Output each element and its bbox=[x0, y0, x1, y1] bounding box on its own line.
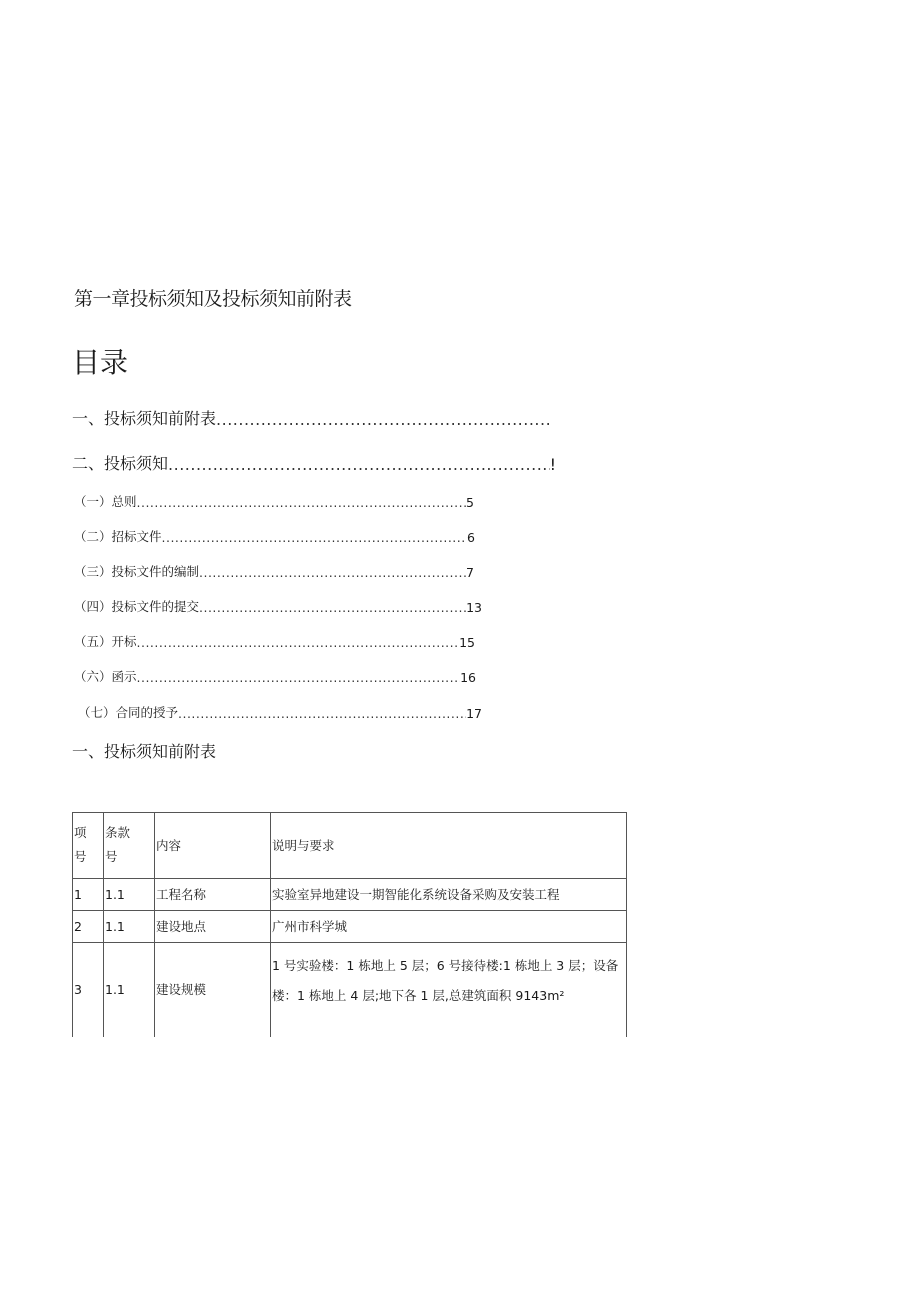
cell-item: 工程名称 bbox=[155, 879, 271, 911]
toc-entry-sub[interactable] bbox=[74, 597, 482, 615]
toc-entry-sub[interactable] bbox=[78, 703, 482, 721]
cell-no: 3 bbox=[73, 943, 104, 1037]
toc-entry-label: （四）投标文件的提交 bbox=[74, 599, 200, 614]
toc-entry-page: 7 bbox=[466, 565, 474, 580]
requirements-table bbox=[72, 812, 627, 1037]
toc-entry-label: 一、投标须知前附表 bbox=[72, 409, 217, 428]
toc-leader-dots bbox=[199, 565, 466, 580]
toc-leader-dots bbox=[137, 495, 467, 510]
cell-item: 建设规模 bbox=[155, 943, 271, 1037]
toc-entry-main[interactable] bbox=[72, 405, 552, 429]
toc-entry-label: （七）合同的授予 bbox=[78, 705, 179, 720]
cell-desc: 广州市科学城 bbox=[271, 911, 627, 943]
table-header-row bbox=[73, 813, 627, 879]
cell-item: 建设地点 bbox=[155, 911, 271, 943]
toc-entry-page: 6 bbox=[467, 530, 475, 545]
toc-leader-dots bbox=[178, 706, 466, 721]
header-text: 条款 bbox=[105, 825, 131, 840]
toc-entry-label: （一）总则 bbox=[74, 494, 137, 509]
header-text: 号 bbox=[74, 849, 87, 864]
toc-entry-page: 15 bbox=[459, 635, 475, 650]
toc-leader-dots bbox=[137, 635, 460, 650]
cell-clause: 1.1 bbox=[104, 879, 155, 911]
table-row bbox=[73, 943, 627, 1037]
toc-entry-sub[interactable] bbox=[74, 632, 475, 650]
cell-no: 1 bbox=[73, 879, 104, 911]
toc-entry-sub[interactable] bbox=[74, 492, 474, 510]
toc-leader-dots bbox=[199, 600, 466, 615]
cell-clause: 1.1 bbox=[104, 911, 155, 943]
table-row bbox=[73, 911, 627, 943]
cell-desc bbox=[271, 943, 627, 1037]
toc-entry-sub[interactable] bbox=[74, 562, 474, 580]
toc-entry-page: 5 bbox=[466, 495, 474, 510]
cell-desc: 实验室异地建设一期智能化系统设备采购及安装工程 bbox=[271, 879, 627, 911]
cell-desc-line: 楼：1 栋地上 4 层;地下各 1 层,总建筑面积 9143m² bbox=[272, 988, 565, 1003]
cell-clause: 1.1 bbox=[104, 943, 155, 1037]
toc-entry-page: ! bbox=[549, 455, 556, 474]
toc-entry-label: （五）开标 bbox=[74, 634, 137, 649]
toc-entry-page: 13 bbox=[466, 600, 482, 615]
header-cell-no bbox=[73, 813, 104, 879]
toc-leader-dots bbox=[162, 530, 468, 545]
header-text: 号 bbox=[105, 849, 118, 864]
chapter-title: 第一章投标须知及投标须知前附表 bbox=[74, 288, 352, 310]
toc-title: 目录 bbox=[72, 346, 129, 379]
toc-entry-main[interactable] bbox=[72, 450, 556, 474]
toc-entry-page: 17 bbox=[466, 706, 482, 721]
toc-entry-label: （六）函示 bbox=[74, 669, 137, 684]
header-cell-item: 内容 bbox=[155, 813, 271, 879]
toc-entry-sub[interactable] bbox=[74, 667, 476, 685]
header-text: 项 bbox=[74, 825, 87, 840]
toc-leader-dots bbox=[216, 410, 552, 429]
toc-entry-label: （二）招标文件 bbox=[74, 529, 162, 544]
section-heading: 一、投标须知前附表 bbox=[72, 742, 217, 761]
toc-entry-label: 二、投标须知 bbox=[72, 454, 169, 473]
cell-desc-line: 1 号实验楼：1 栋地上 5 层；6 号接待楼:1 栋地上 3 层；设备 bbox=[272, 958, 619, 973]
header-cell-clause bbox=[104, 813, 155, 879]
table-row bbox=[73, 879, 627, 911]
toc-entry-page: 16 bbox=[460, 670, 476, 685]
toc-entry-label: （三）投标文件的编制 bbox=[74, 564, 200, 579]
cell-no: 2 bbox=[73, 911, 104, 943]
toc-leader-dots bbox=[137, 670, 461, 685]
toc-leader-dots bbox=[168, 455, 550, 474]
header-cell-desc: 说明与要求 bbox=[271, 813, 627, 879]
toc-entry-sub[interactable] bbox=[74, 527, 475, 545]
